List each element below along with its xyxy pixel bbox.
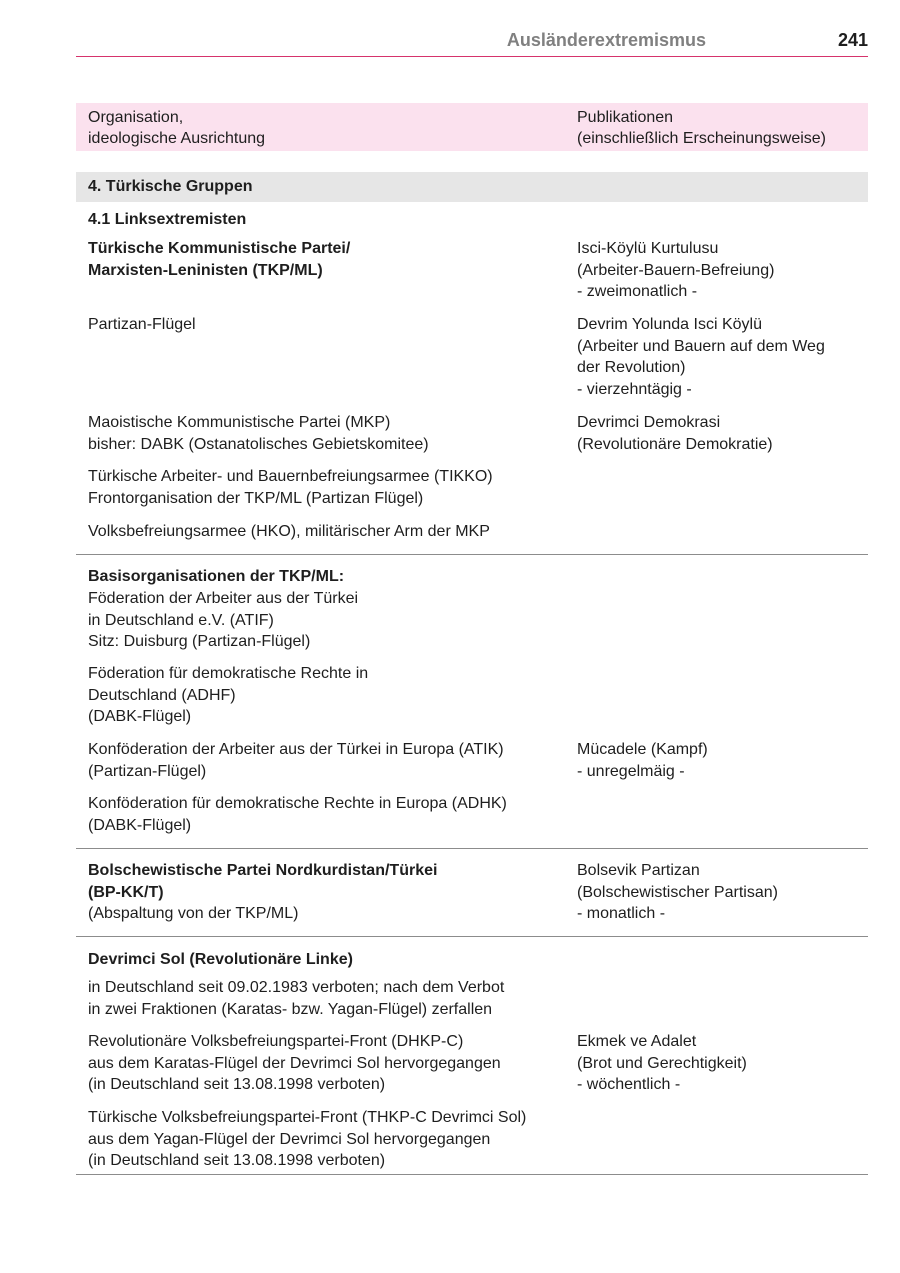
- bpkkt-publication: Bolsevik Partizan (Bolschewistischer Partisan) - monatlich -: [577, 862, 778, 922]
- mkp-name: Maoistische Kommunistische Partei (MKP) bisher: DABK (Ostanatolisches Gebietskomitee): [88, 414, 429, 453]
- adhk-name: Konföderation für demokratische Rechte in Europa (ADHK) (DABK-Flügel): [88, 795, 507, 834]
- section-title: 4. Türkische Gruppen: [88, 178, 253, 195]
- bpkkt-title: Bolschewistische Partei Nordkurdistan/Türkei (BP-KK/T): [88, 862, 438, 901]
- atif-name: Föderation der Arbeiter aus der Türkei in Deutschland e.V. (ATIF) Sitz: Duisburg (Partizan-Flügel): [88, 590, 359, 650]
- column-header-organisation: Organisation, ideologische Ausrichtung: [88, 109, 266, 147]
- column-header: [76, 103, 868, 151]
- thkpc-name: Türkische Volksbefreiungspartei-Front (THKP-C Devrimci Sol) aus dem Yagan-Flügel der Devrimci Sol hervorgegangen (in Deutschland seit 13.08.1998 verboten): [88, 1109, 527, 1169]
- atik-name: Konföderation der Arbeiter aus der Türkei in Europa (ATIK) (Partizan-Flügel): [88, 741, 504, 780]
- partizan-name: Partizan-Flügel: [88, 316, 196, 333]
- adhf-name: Föderation für demokratische Rechte in Deutschland (ADHF) (DABK-Flügel): [88, 665, 369, 725]
- partizan-publication: Devrim Yolunda Isci Köylü (Arbeiter und Bauern auf dem Weg der Revolution) - vierzehntägig -: [577, 316, 825, 398]
- bpkkt-note: (Abspaltung von der TKP/ML): [88, 905, 299, 922]
- subsection-title: 4.1 Linksextremisten: [88, 211, 247, 228]
- mkp-publication: Devrimci Demokrasi (Revolutionäre Demokratie): [577, 414, 773, 453]
- divider: [76, 848, 868, 849]
- running-header: [76, 26, 868, 57]
- tkp-publication: Isci-Köylü Kurtulusu (Arbeiter-Bauern-Befreiung) - zweimonatlich -: [577, 240, 775, 300]
- divider: [76, 1174, 868, 1175]
- divider: [76, 554, 868, 555]
- divider: [76, 936, 868, 937]
- tkp-name: Türkische Kommunistische Partei/ Marxisten-Leninisten (TKP/ML): [88, 240, 351, 279]
- devsol-title: Devrimci Sol (Revolutionäre Linke): [88, 951, 353, 968]
- devsol-text: in Deutschland seit 09.02.1983 verboten; nach dem Verbot in zwei Fraktionen (Karatas- bzw. Yagan-Flügel) zerfallen: [88, 979, 505, 1018]
- running-title: Ausländerextremismus: [506, 30, 706, 50]
- page-number: 241: [837, 30, 868, 50]
- column-header-publications: Publikationen (einschließlich Erscheinungsweise): [577, 109, 826, 147]
- dhkpc-publication: Ekmek ve Adalet (Brot und Gerechtigkeit) - wöchentlich -: [577, 1033, 747, 1093]
- tikko-name: Türkische Arbeiter- und Bauernbefreiungsarmee (TIKKO) Frontorganisation der TKP/ML (Partizan Flügel): [88, 468, 493, 507]
- basis-title: Basisorganisationen der TKP/ML:: [88, 568, 345, 585]
- section-heading: [76, 172, 868, 202]
- atik-publication: Mücadele (Kampf) - unregelmäig -: [577, 741, 708, 780]
- hko-name: Volksbefreiungsarmee (HKO), militärischer Arm der MKP: [88, 523, 490, 540]
- dhkpc-name: Revolutionäre Volksbefreiungspartei-Front (DHKP-C) aus dem Karatas-Flügel der Devrimci Sol hervorgegangen (in Deutschland seit 13.08.1998 verboten): [88, 1033, 501, 1093]
